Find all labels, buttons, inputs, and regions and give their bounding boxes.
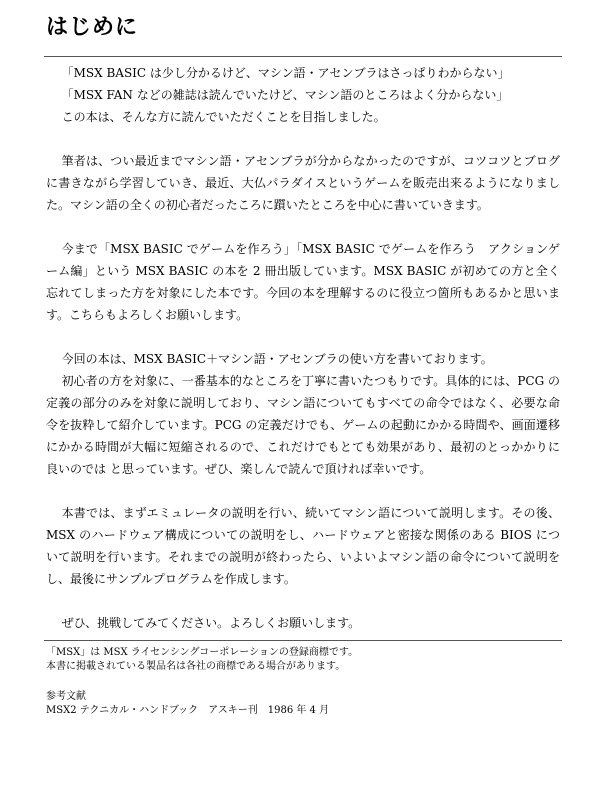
trademark-note-msx: 「MSX」は MSX ライセンシングコーポレーションの登録商標です。 <box>46 647 359 658</box>
references-heading: 参考文献 <box>46 691 86 702</box>
paragraph-closing: ぜひ、挑戦してみてください。よろしくお願いします。 <box>61 616 361 630</box>
intro-quote-2: 「MSX FAN などの雑誌は読んでいたけど、マシン語のところはよく分からない」 <box>61 88 509 102</box>
trademark-note-products: 本書に掲載されている製品名は各社の商標である場合があります。 <box>46 661 346 672</box>
footnote-divider <box>44 640 562 641</box>
references <box>46 690 560 718</box>
intro-block <box>46 62 560 128</box>
paragraph-this-book: 今回の本は、MSX BASIC＋マシン語・アセンブラの使い方を書いております。 <box>61 352 493 366</box>
title-divider <box>44 56 562 57</box>
paragraph-structure: 本書では、まずエミュレータの説明を行い、続いてマシン語について説明します。その後、MSX のハードウェア構成についての説明をし、ハードウェアと密接な関係のある BIOS について説明を行います。それまでの説明が終わったら、いよいよマシン語の命令について説明をし、最後にサンプルプログラムを作成します。 <box>46 506 560 586</box>
intro-statement: この本は、そんな方に読んでいただくことを目指しました。 <box>61 110 386 124</box>
trademark-notes <box>46 646 560 674</box>
intro-quote-1: 「MSX BASIC は少し分かるけど、マシン語・アセンブラはさっぱりわからない」 <box>61 66 510 80</box>
page-title: はじめに <box>46 15 139 40</box>
reference-entry: MSX2 テクニカル・ハンドブック アスキー刊 1986 年 4 月 <box>46 705 330 716</box>
document-body <box>46 62 560 656</box>
paragraph-previous-books: 今まで「MSX BASIC でゲームを作ろう」「MSX BASIC でゲームを作ろう アクションゲーム編」という MSX BASIC の本を 2 冊出版しています。MSX BASIC が初めての方と全く忘れてしまった方を対象にした本です。今回の本を理解するのに役立つ箇所もあるかと思います。こちらもよろしくお願いします。 <box>46 242 560 322</box>
paragraph-beginners: 初心者の方を対象に、一番基本的なところを丁寧に書いたつもりです。具体的には、PCG の定義の部分のみを対象に説明しており、マシン語についてもすべての命令ではなく、必要な命令を抜粋して紹介しています。PCG の定義だけでも、ゲームの起動にかかる時間や、画面遷移にかかる時間が大幅に短縮されるので、これだけでもとても効果があり、最初のとっかかりに良いのでは と思っています。ぜひ、楽しんで読んで頂ければ幸いです。 <box>46 374 560 476</box>
paragraph-author: 筆者は、つい最近までマシン語・アセンブラが分からなかったのですが、コツコツとブログに書きながら学習していき、最近、大仏パラダイスというゲームを販売出来るようになりました。マシン語の全くの初心者だったころに躓いたところを中心に書いていきます。 <box>46 154 560 212</box>
